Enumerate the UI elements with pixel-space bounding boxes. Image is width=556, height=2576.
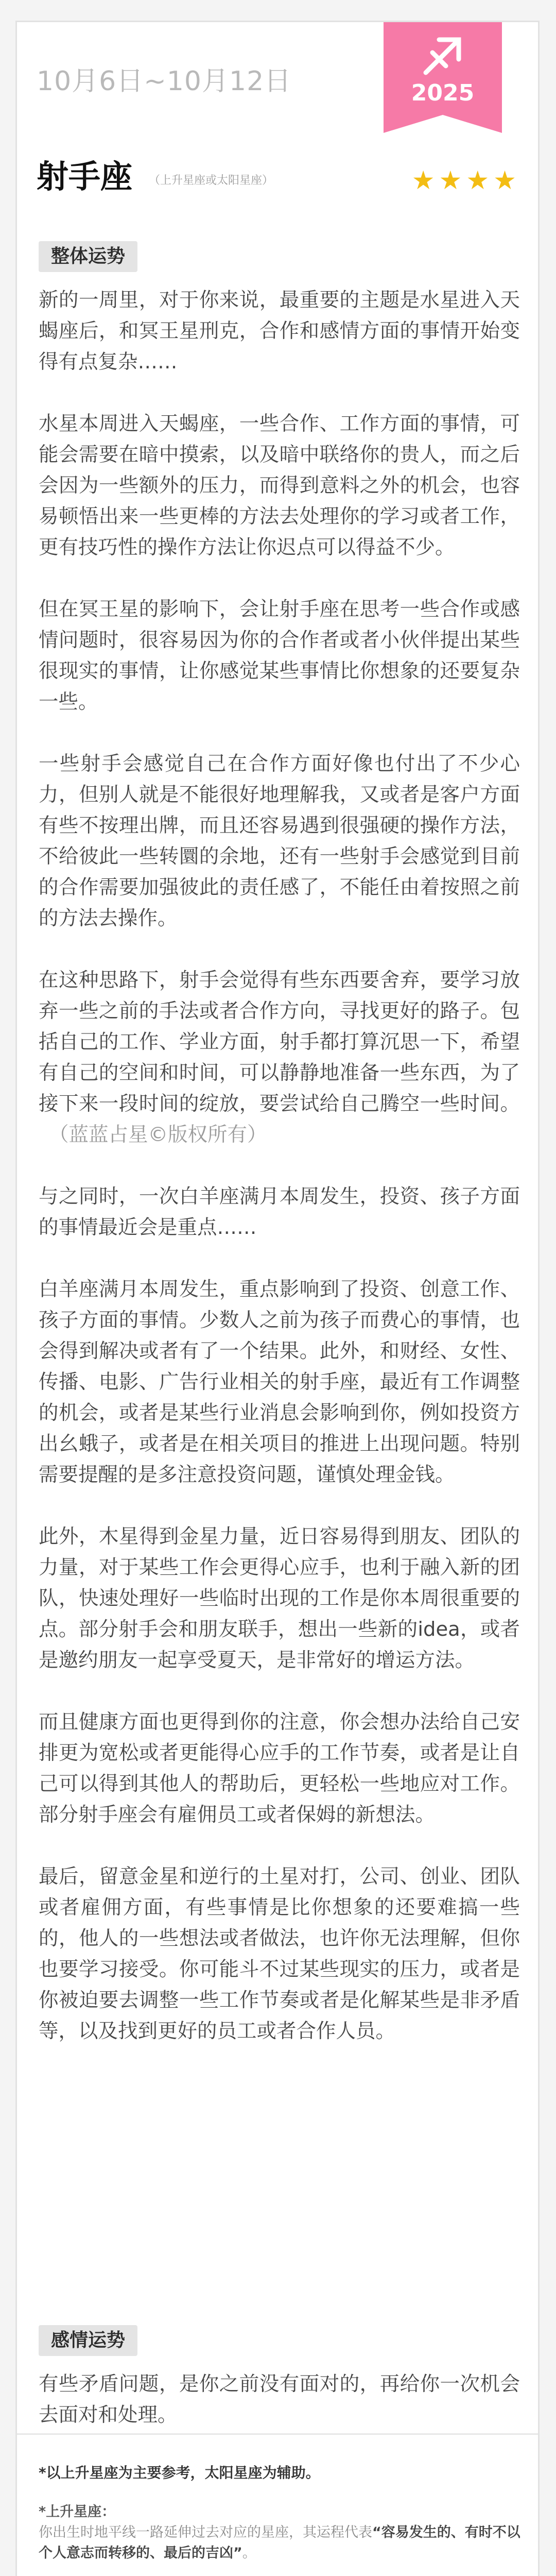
overall-paragraph: [39, 965, 520, 1150]
overall-paragraph: 此外，木星得到金星力量，近日容易得到朋友、团队的力量，对于某些工作会更得心应手，也利于融入新的团队，快速处理好一些临时出现的工作是你本周很重要的点。部分射手会和朋友联手，想出一些新的idea，或者是邀约朋友一起享受夏天，是非常好的增运方法。: [39, 1525, 520, 1672]
overall-paragraph: 新的一周里，对于你来说，最重要的主题是水星进入天蝎座后，和冥王星刑克，合作和感情方面的事情开始变得有点复杂……: [39, 289, 520, 374]
copyright-note: （蓝蓝占星©版权所有）: [49, 1123, 267, 1146]
year-ribbon-badge: [384, 22, 502, 146]
year-label: 2025: [411, 80, 475, 106]
love-fortune-content: [39, 2369, 520, 2462]
sign-header: [37, 151, 520, 197]
love-paragraph: 有些矛盾问题，是你之前没有面对的，再给你一次机会去面对和处理。: [39, 2372, 520, 2427]
overall-paragraph-text: 在这种思路下，射手会觉得有些东西要舍弃，要学习放弃一些之前的手法或者合作方向，寻找更好的路子。包括自己的工作、学业方面，射手都打算沉思一下，希望有自己的空间和时间，可以静静地准备一些东西，为了接下来一段时间的绽放，要尝试给自己腾空一些时间。: [39, 969, 520, 1115]
rising-desc-quote: “容易发生的、有时不以个人意志而转移的、最后的吉凶”: [39, 2524, 520, 2561]
overall-paragraph: 一些射手会感觉自己在合作方面好像也付出了不少心力，但别人就是不能很好地理解我，又或者是客户方面有些不按理出牌，而且还容易遇到很强硬的操作方法，不给彼此一些转圜的余地，还有一些射手会感觉到目前的合作需要加强彼此的责任感了，不能任由着按照之前的方法去操作。: [39, 752, 520, 930]
section-divider: [17, 2433, 538, 2435]
overall-paragraph: 与之同时，一次白羊座满月本周发生，投资、孩子方面的事情最近会是重点……: [39, 1185, 520, 1239]
overall-paragraph: 最后，留意金星和逆行的土星对打，公司、创业、团队或者雇佣方面，有些事情是比你想象的还要难搞一些的，他人的一些想法或者做法，也许你无法理解，但你也要学习接受。你可能斗不过某些现实的压力，或者是你被迫要去调整一些工作节奏或者是化解某些是非矛盾等，以及找到更好的员工或者合作人员。: [39, 1865, 520, 2043]
rising-sign-description: [39, 2522, 523, 2564]
footnote-main: *以上升星座为主要参考，太阳星座为辅助。: [39, 2464, 320, 2481]
rising-sign-title: *上升星座：: [39, 2504, 116, 2520]
date-range: 10月6日~10月12日: [37, 66, 292, 97]
overall-paragraph: 而且健康方面也更得到你的注意，你会想办法给自己安排更为宽松或者更能得心应手的工作节奏，或者是让自己可以得到其他人的帮助后，更轻松一些地应对工作。部分射手座会有雇佣员工或者保姆的新想法。: [39, 1710, 520, 1826]
overall-fortune-tag: 整体运势: [39, 241, 137, 272]
rising-desc-text: 你出生时地平线一路延伸过去对应的星座，其运程代表: [39, 2524, 372, 2540]
sign-note: （上升星座或太阳星座）: [149, 174, 274, 187]
rising-desc-end: 。: [242, 2545, 256, 2561]
overall-fortune-content: [39, 285, 520, 2078]
star-rating: ★★★★: [411, 165, 520, 195]
overall-paragraph: 水星本周进入天蝎座，一些合作、工作方面的事情，可能会需要在暗中摸索，以及暗中联络你的贵人，而之后会因为一些额外的压力，而得到意料之外的机会，也容易顿悟出来一些更棒的方法去处理你的学习或者工作，更有技巧性的操作方法让你迟点可以得益不少。: [39, 412, 520, 559]
overall-paragraph: 白羊座满月本周发生，重点影响到了投资、创意工作、孩子方面的事情。少数人之前为孩子而费心的事情，也会得到解决或者有了一个结果。此外，和财经、女性、传播、电影、广告行业相关的射手座，最近有工作调整的机会，或者是某些行业消息会影响到你，例如投资方出幺蛾子，或者是在相关项目的推进上出现问题。特别需要提醒的是多注意投资问题，谨慎处理金钱。: [39, 1278, 520, 1486]
horoscope-card: [15, 21, 540, 2576]
love-fortune-tag: 感情运势: [39, 2325, 137, 2356]
sign-name: 射手座: [37, 158, 133, 195]
footnotes: [39, 2462, 523, 2576]
overall-paragraph: 但在冥王星的影响下，会让射手座在思考一些合作或感情问题时，很容易因为你的合作者或者小伙伴提出某些很现实的事情，让你感觉某些事情比你想象的还要复杂一些。: [39, 598, 520, 714]
